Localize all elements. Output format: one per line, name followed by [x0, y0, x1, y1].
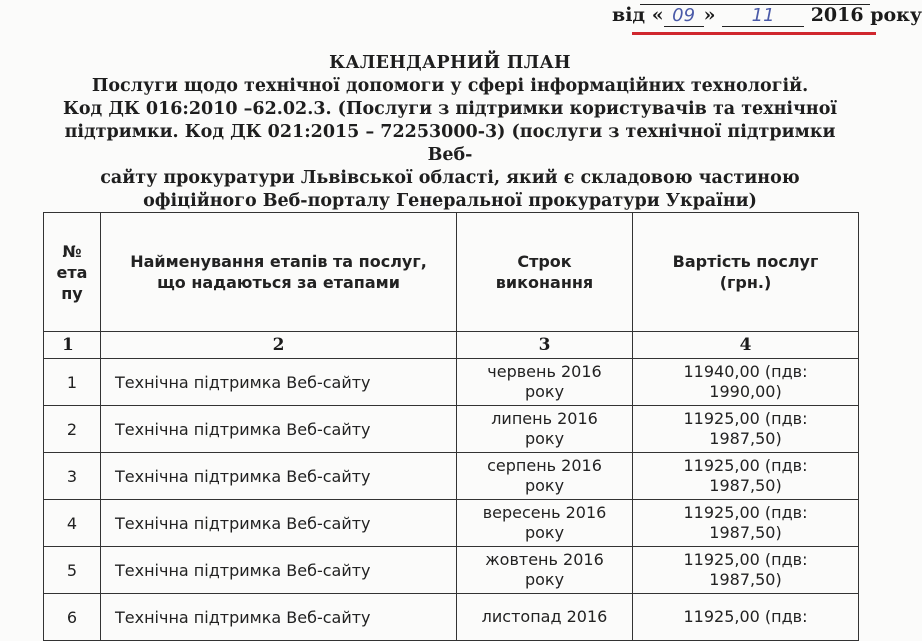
table-row	[44, 453, 859, 500]
date-prefix: від «	[612, 4, 664, 26]
stage-name: Технічна підтримка Веб-сайту	[101, 359, 457, 406]
heading-line-5: офіційного Веб-порталу Генеральної прокуратури України)	[143, 191, 757, 211]
table-row	[44, 406, 859, 453]
red-highlight-underline	[632, 32, 876, 35]
stage-term: липень 2016 року	[457, 406, 633, 453]
column-number: 1	[44, 332, 101, 359]
stage-number: 4	[44, 500, 101, 547]
table-header-row	[44, 213, 859, 332]
stage-term: серпень 2016 року	[457, 453, 633, 500]
table-row	[44, 500, 859, 547]
header-stage-name: Найменування етапів та послуг, що надаються за етапами	[101, 213, 457, 332]
stage-cost: 11925,00 (пдв: 1987,50)	[633, 547, 859, 594]
stage-name: Технічна підтримка Веб-сайту	[101, 453, 457, 500]
stage-name: Технічна підтримка Веб-сайту	[101, 500, 457, 547]
stage-cost: 11925,00 (пдв:	[633, 594, 859, 641]
header-term: Строк виконання	[457, 213, 633, 332]
column-number: 3	[457, 332, 633, 359]
stage-term: листопад 2016	[457, 594, 633, 641]
heading-line-2: Код ДК 016:2010 –62.02.3. (Послуги з підтримки користувачів та технічної	[62, 99, 838, 119]
column-number-row	[44, 332, 859, 359]
date-day: 09	[664, 5, 704, 27]
document-date	[612, 4, 922, 27]
document-heading	[40, 52, 860, 213]
header-stage-number: № ета пу	[44, 213, 101, 332]
stage-cost: 11925,00 (пдв: 1987,50)	[633, 500, 859, 547]
stage-term: жовтень 2016 року	[457, 547, 633, 594]
stage-number: 5	[44, 547, 101, 594]
calendar-plan-table	[43, 212, 859, 641]
heading-line-4: сайту прокуратури Львівської області, який є складовою частиною	[100, 168, 800, 188]
stage-cost: 11925,00 (пдв: 1987,50)	[633, 406, 859, 453]
stage-number: 1	[44, 359, 101, 406]
stage-name: Технічна підтримка Веб-сайту	[101, 547, 457, 594]
stage-number: 3	[44, 453, 101, 500]
column-number: 2	[101, 332, 457, 359]
heading-line-3: підтримки. Код ДК 021:2015 – 72253000-3) (послуги з технічної підтримки Веб-	[64, 122, 836, 165]
stage-term: вересень 2016 року	[457, 500, 633, 547]
table-row	[44, 547, 859, 594]
stage-cost: 11925,00 (пдв: 1987,50)	[633, 453, 859, 500]
column-number: 4	[633, 332, 859, 359]
top-area	[0, 0, 922, 40]
table-row	[44, 359, 859, 406]
stage-name: Технічна підтримка Веб-сайту	[101, 594, 457, 641]
stage-name: Технічна підтримка Веб-сайту	[101, 406, 457, 453]
stage-cost: 11940,00 (пдв: 1990,00)	[633, 359, 859, 406]
date-year: 2016 року	[810, 4, 922, 26]
date-month: 11	[722, 5, 804, 27]
header-cost: Вартість послуг (грн.)	[633, 213, 859, 332]
heading-line-1: Послуги щодо технічної допомоги у сфері інформаційних технологій.	[91, 76, 809, 96]
stage-number: 2	[44, 406, 101, 453]
stage-term: червень 2016 року	[457, 359, 633, 406]
stage-number: 6	[44, 594, 101, 641]
date-mid: »	[703, 4, 716, 26]
document-title: КАЛЕНДАРНИЙ ПЛАН	[329, 53, 571, 73]
table-row	[44, 594, 859, 641]
